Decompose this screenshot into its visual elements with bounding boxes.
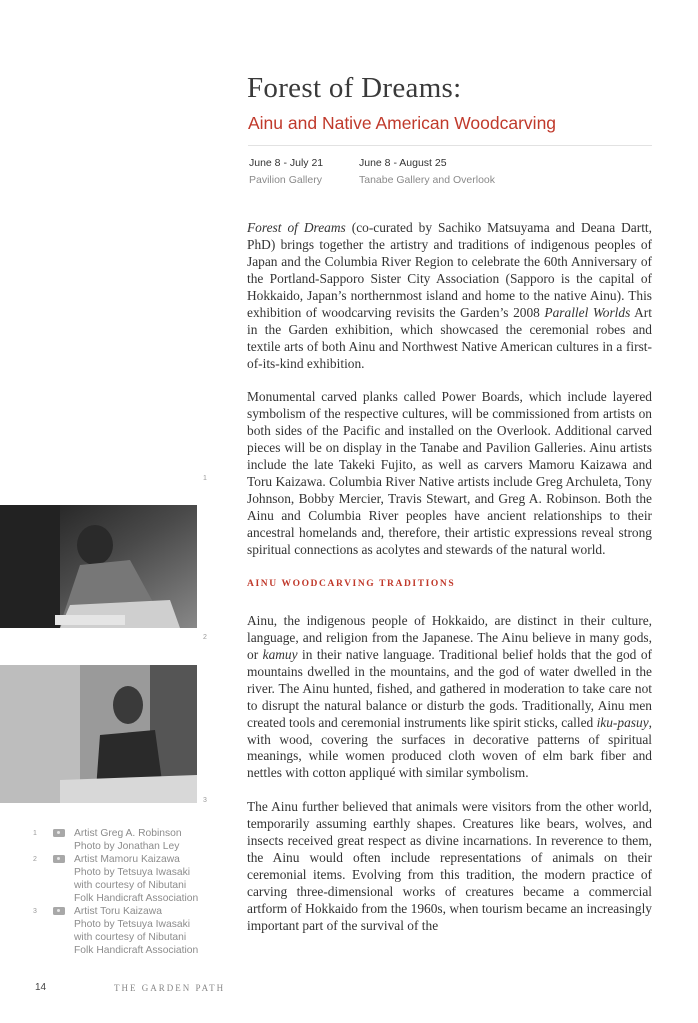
- caption-line: Folk Handicraft Association: [74, 945, 199, 956]
- caption-line: Photo by Tetsuya Iwasaki: [74, 867, 191, 878]
- caption-line: with courtesy of Nibutani: [74, 932, 187, 943]
- camera-icon: [53, 829, 65, 837]
- page-number: 14: [35, 982, 47, 993]
- photo-number: 1: [203, 475, 207, 482]
- caption-line: Photo by Jonathan Ley: [74, 841, 180, 852]
- italic-term: iku-pasuy: [596, 714, 649, 730]
- page-title: Forest of Dreams:: [247, 72, 462, 104]
- caption-3: [33, 905, 198, 957]
- camera-icon: [53, 855, 65, 863]
- text: Ainu, the indigenous people of Hokkaido, are distinct in their culture, language, and religion from the Japanese. The Ainu believe in many gods, or: [247, 612, 652, 662]
- caption-2: [33, 853, 198, 905]
- camera-icon: [53, 907, 65, 915]
- venue-pavilion: [249, 155, 323, 189]
- venue-tanabe: [359, 155, 495, 189]
- caption-line: Folk Handicraft Association: [74, 893, 199, 904]
- caption-1: [33, 827, 198, 853]
- venue-dates: June 8 - August 25: [359, 157, 447, 169]
- venue-dates: June 8 - July 21: [249, 157, 324, 169]
- caption-number: 3: [33, 908, 37, 915]
- photo-number: 2: [203, 634, 207, 641]
- venue-place: Tanabe Gallery and Overlook: [359, 174, 495, 186]
- paragraph: [247, 613, 652, 783]
- italic-title: Forest of Dreams: [247, 220, 346, 235]
- caption-number: 1: [33, 830, 37, 837]
- caption-line: Artist Mamoru Kaizawa: [74, 854, 180, 865]
- paragraph: Monumental carved planks called Power Boards, which include layered symbolism of the respective cultures, will be commissioned from artists on both sides of the Pacific and installed on the Overlook. Additional carved pieces will be on display in the Tanabe and Pavilion Galleries. Ainu artists include the late Takeki Fujito, as well as carvers Mamoru Kaizawa and Toru Kaizawa. Columbia River Native artists include Greg Archuleta, Tony Johnson, Bobby Mercier, Travis Stewart, and Greg A. Robinson. Both the Ainu and Columbia River peoples have ancient relationships to their ancestral homelands and, therefore, their artistic expressions reveal strong spiritual connections as acolytes and stewards of the natural world.: [247, 389, 652, 558]
- italic-term: kamuy: [262, 646, 298, 662]
- text: (co-curated by Sachiko Matsuyama and Deana Dartt, PhD) brings together the artistry and traditions of indigenous peoples of Japan and the Columbia River Region to celebrate the 60th Anniversary of the Portland-Sapporo Sister City Association (Sapporo is the capital of Hokkaido, Japan’s northernmost island and home to the native Ainu). This exhibition of woodcarving revisits the Garden’s 2008: [247, 220, 652, 320]
- text: Art in the Garden exhibition, which showcased the ceremonial robes and textile arts of both Ainu and Northwest Native American cultures in a first-of-its-kind exhibition.: [247, 304, 652, 371]
- caption-line: Artist Toru Kaizawa: [74, 906, 162, 917]
- paragraph: [247, 220, 652, 373]
- italic-title: Parallel Worlds: [544, 304, 631, 320]
- photo-artist-carving: [0, 505, 197, 628]
- divider: [248, 145, 652, 146]
- text: in their native language. Traditional belief holds that the god of mountains dwelled in the mountains, and the god of water dwelled in the river. The Ainu hunted, fished, and gathered in moderation to take care not to disrupt the natural balance or disturb the gods. Traditionally, Ainu men created tools and ceremonial instruments like spirit sticks, called: [247, 646, 652, 730]
- caption-line: with courtesy of Nibutani: [74, 880, 187, 891]
- page-subtitle: Ainu and Native American Woodcarving: [248, 113, 557, 133]
- text: , with wood, covering the surfaces in decorative patterns of spiritual meanings, while women produced cloth woven of elm bark fiber and nettles with cotton appliqué with similar symbolism.: [247, 714, 652, 781]
- paragraph: The Ainu further believed that animals were visitors from the other world, temporarily assuming earthly shapes. Creatures like bears, wolves, and insects received great respect as divine incarnations. In reverence to them, the Ainu would often include representations of animals on their ceremonial items. Evolving from this tradition, the modern practice of carving three-dimensional works of creatures became a commercial artform of Hokkaido from the 1960s, when tourism became an increasingly important part of the survival of the: [247, 799, 652, 933]
- caption-line: Artist Greg A. Robinson: [74, 828, 182, 839]
- photo-artist-portrait: [0, 665, 197, 803]
- article-body: [247, 220, 652, 952]
- caption-line: Photo by Tetsuya Iwasaki: [74, 919, 191, 930]
- photo-captions: [33, 827, 198, 957]
- photo-number: 3: [203, 797, 207, 804]
- venue-place: Pavilion Gallery: [249, 174, 322, 186]
- caption-number: 2: [33, 856, 37, 863]
- publication-name: THE GARDEN PATH: [114, 983, 226, 993]
- section-heading: AINU WOODCARVING TRADITIONS: [247, 578, 456, 589]
